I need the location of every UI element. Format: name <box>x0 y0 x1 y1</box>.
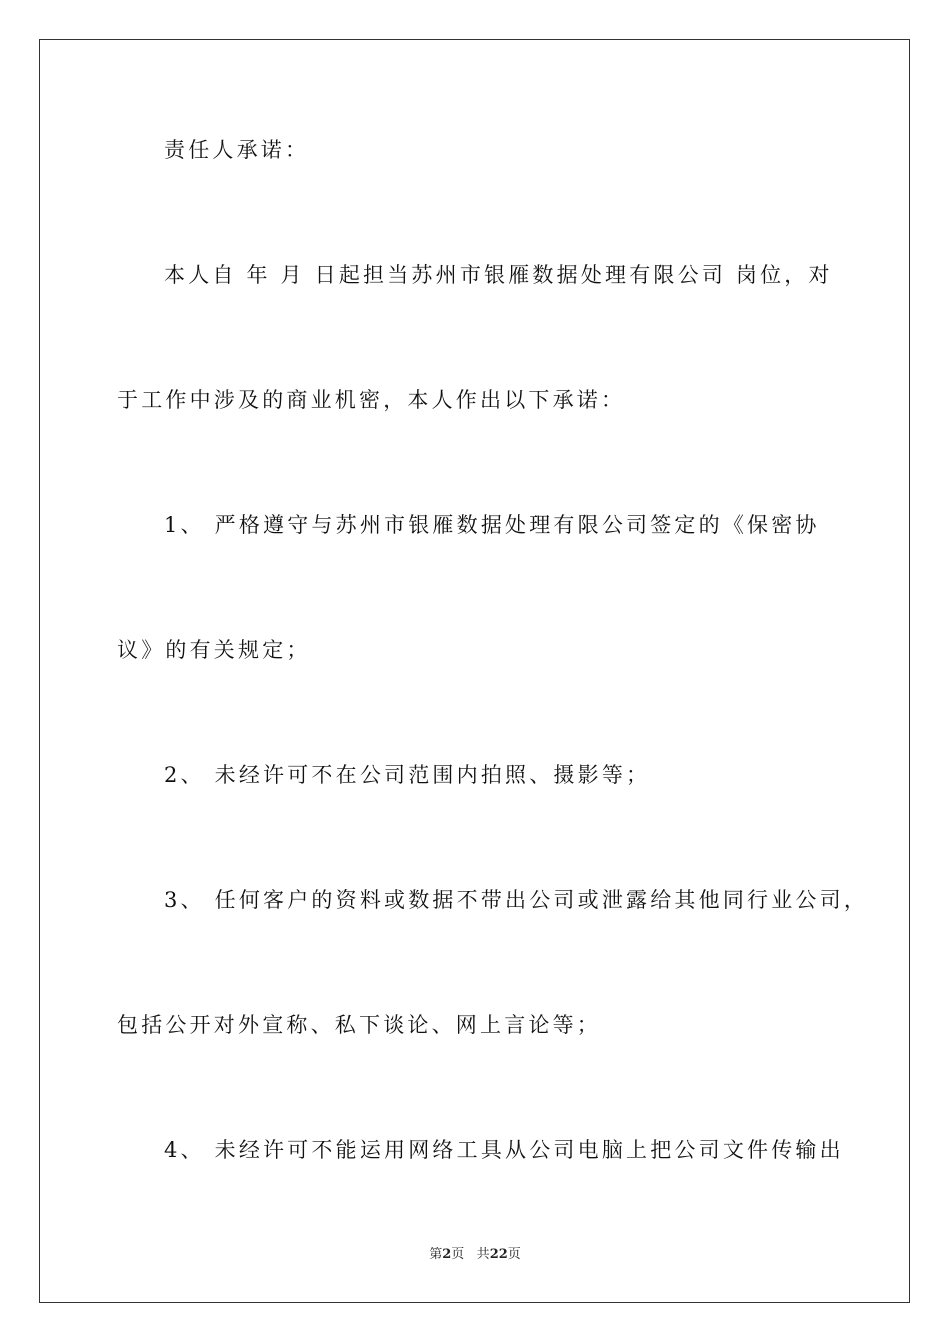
text-line-intro-continued: 于工作中涉及的商业机密，本人作出以下承诺： <box>117 388 626 412</box>
footer-page-prefix: 第 <box>429 1247 443 1262</box>
text-line-item-3-continued: 包括公开对外宣称、私下谈论、网上言论等； <box>117 1013 601 1037</box>
footer-page-suffix: 页 <box>451 1247 465 1262</box>
page-border <box>39 39 910 1303</box>
text-line-item-4: 4、 未经许可不能运用网络工具从公司电脑上把公司文件传输出 <box>164 1138 844 1162</box>
text-line-item-1-continued: 议》的有关规定； <box>117 638 311 662</box>
text-line-item-3: 3、 任何客户的资料或数据不带出公司或泄露给其他同行业公司， <box>164 888 869 912</box>
text-line-commitment-heading: 责任人承诺： <box>164 138 310 162</box>
footer-total-pages: 22 <box>489 1247 508 1262</box>
text-line-intro: 本人自 年 月 日起担当苏州市银雁数据处理有限公司 岗位，对 <box>164 263 833 287</box>
footer-total-suffix: 页 <box>507 1247 521 1262</box>
footer-page-number: 2 <box>442 1247 452 1262</box>
page-footer <box>0 1246 950 1264</box>
text-line-item-1: 1、 严格遵守与苏州市银雁数据处理有限公司签定的《保密协 <box>164 513 820 537</box>
footer-total-prefix: 共 <box>476 1247 490 1262</box>
text-line-item-2: 2、 未经许可不在公司范围内拍照、摄影等； <box>164 763 651 787</box>
